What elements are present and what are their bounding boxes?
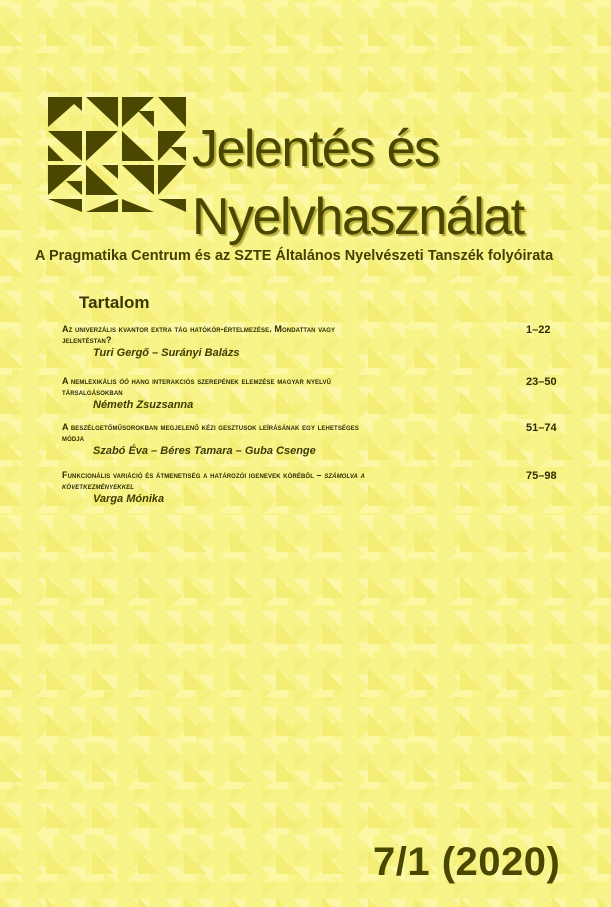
journal-subtitle: A Pragmatika Centrum és az SZTE Általános Nyelvészeti Tanszék folyóirata <box>35 248 554 264</box>
contents-heading: Tartalom <box>79 293 150 312</box>
article-title[interactable]: A beszélgetőműsorokban megjelenő kézi gesztusok leírásának egy lehetséges módja <box>62 422 359 443</box>
triangle-pattern-logo-icon <box>46 95 188 214</box>
article-pages: 51–74 <box>526 422 557 434</box>
journal-title-line2: Nyelvhasználat <box>192 188 524 246</box>
article-title[interactable]: Funkcionális variáció és átmenetiség a határozói igenevek köréből – számolva a következményekkel <box>62 470 365 491</box>
journal-title-line1: Jelentés és <box>192 120 439 178</box>
article-pages: 1–22 <box>526 324 551 336</box>
toc-entry[interactable] <box>62 422 582 470</box>
article-pages: 23–50 <box>526 376 557 388</box>
article-authors: Szabó Éva – Béres Tamara – Guba Csenge <box>93 445 316 457</box>
article-title[interactable]: Az univerzális kvantor extra tág hatókör-értelmezése. Mondattan vagy jelentéstan? <box>62 324 336 345</box>
article-authors: Turi Gergő – Surányi Balázs <box>93 347 240 359</box>
article-authors: Németh Zsuzsanna <box>93 399 194 411</box>
table-of-contents <box>62 324 582 518</box>
toc-entry[interactable] <box>62 470 582 518</box>
article-pages: 75–98 <box>526 470 557 482</box>
issue-number: 7/1 (2020) <box>373 840 561 884</box>
toc-entry[interactable] <box>62 324 582 376</box>
toc-entry[interactable] <box>62 376 582 422</box>
article-authors: Varga Mónika <box>93 493 165 505</box>
article-title[interactable]: A nemlexikális öö hang interakciós szerepének elemzése magyar nyelvű társalgásokban <box>62 376 332 397</box>
